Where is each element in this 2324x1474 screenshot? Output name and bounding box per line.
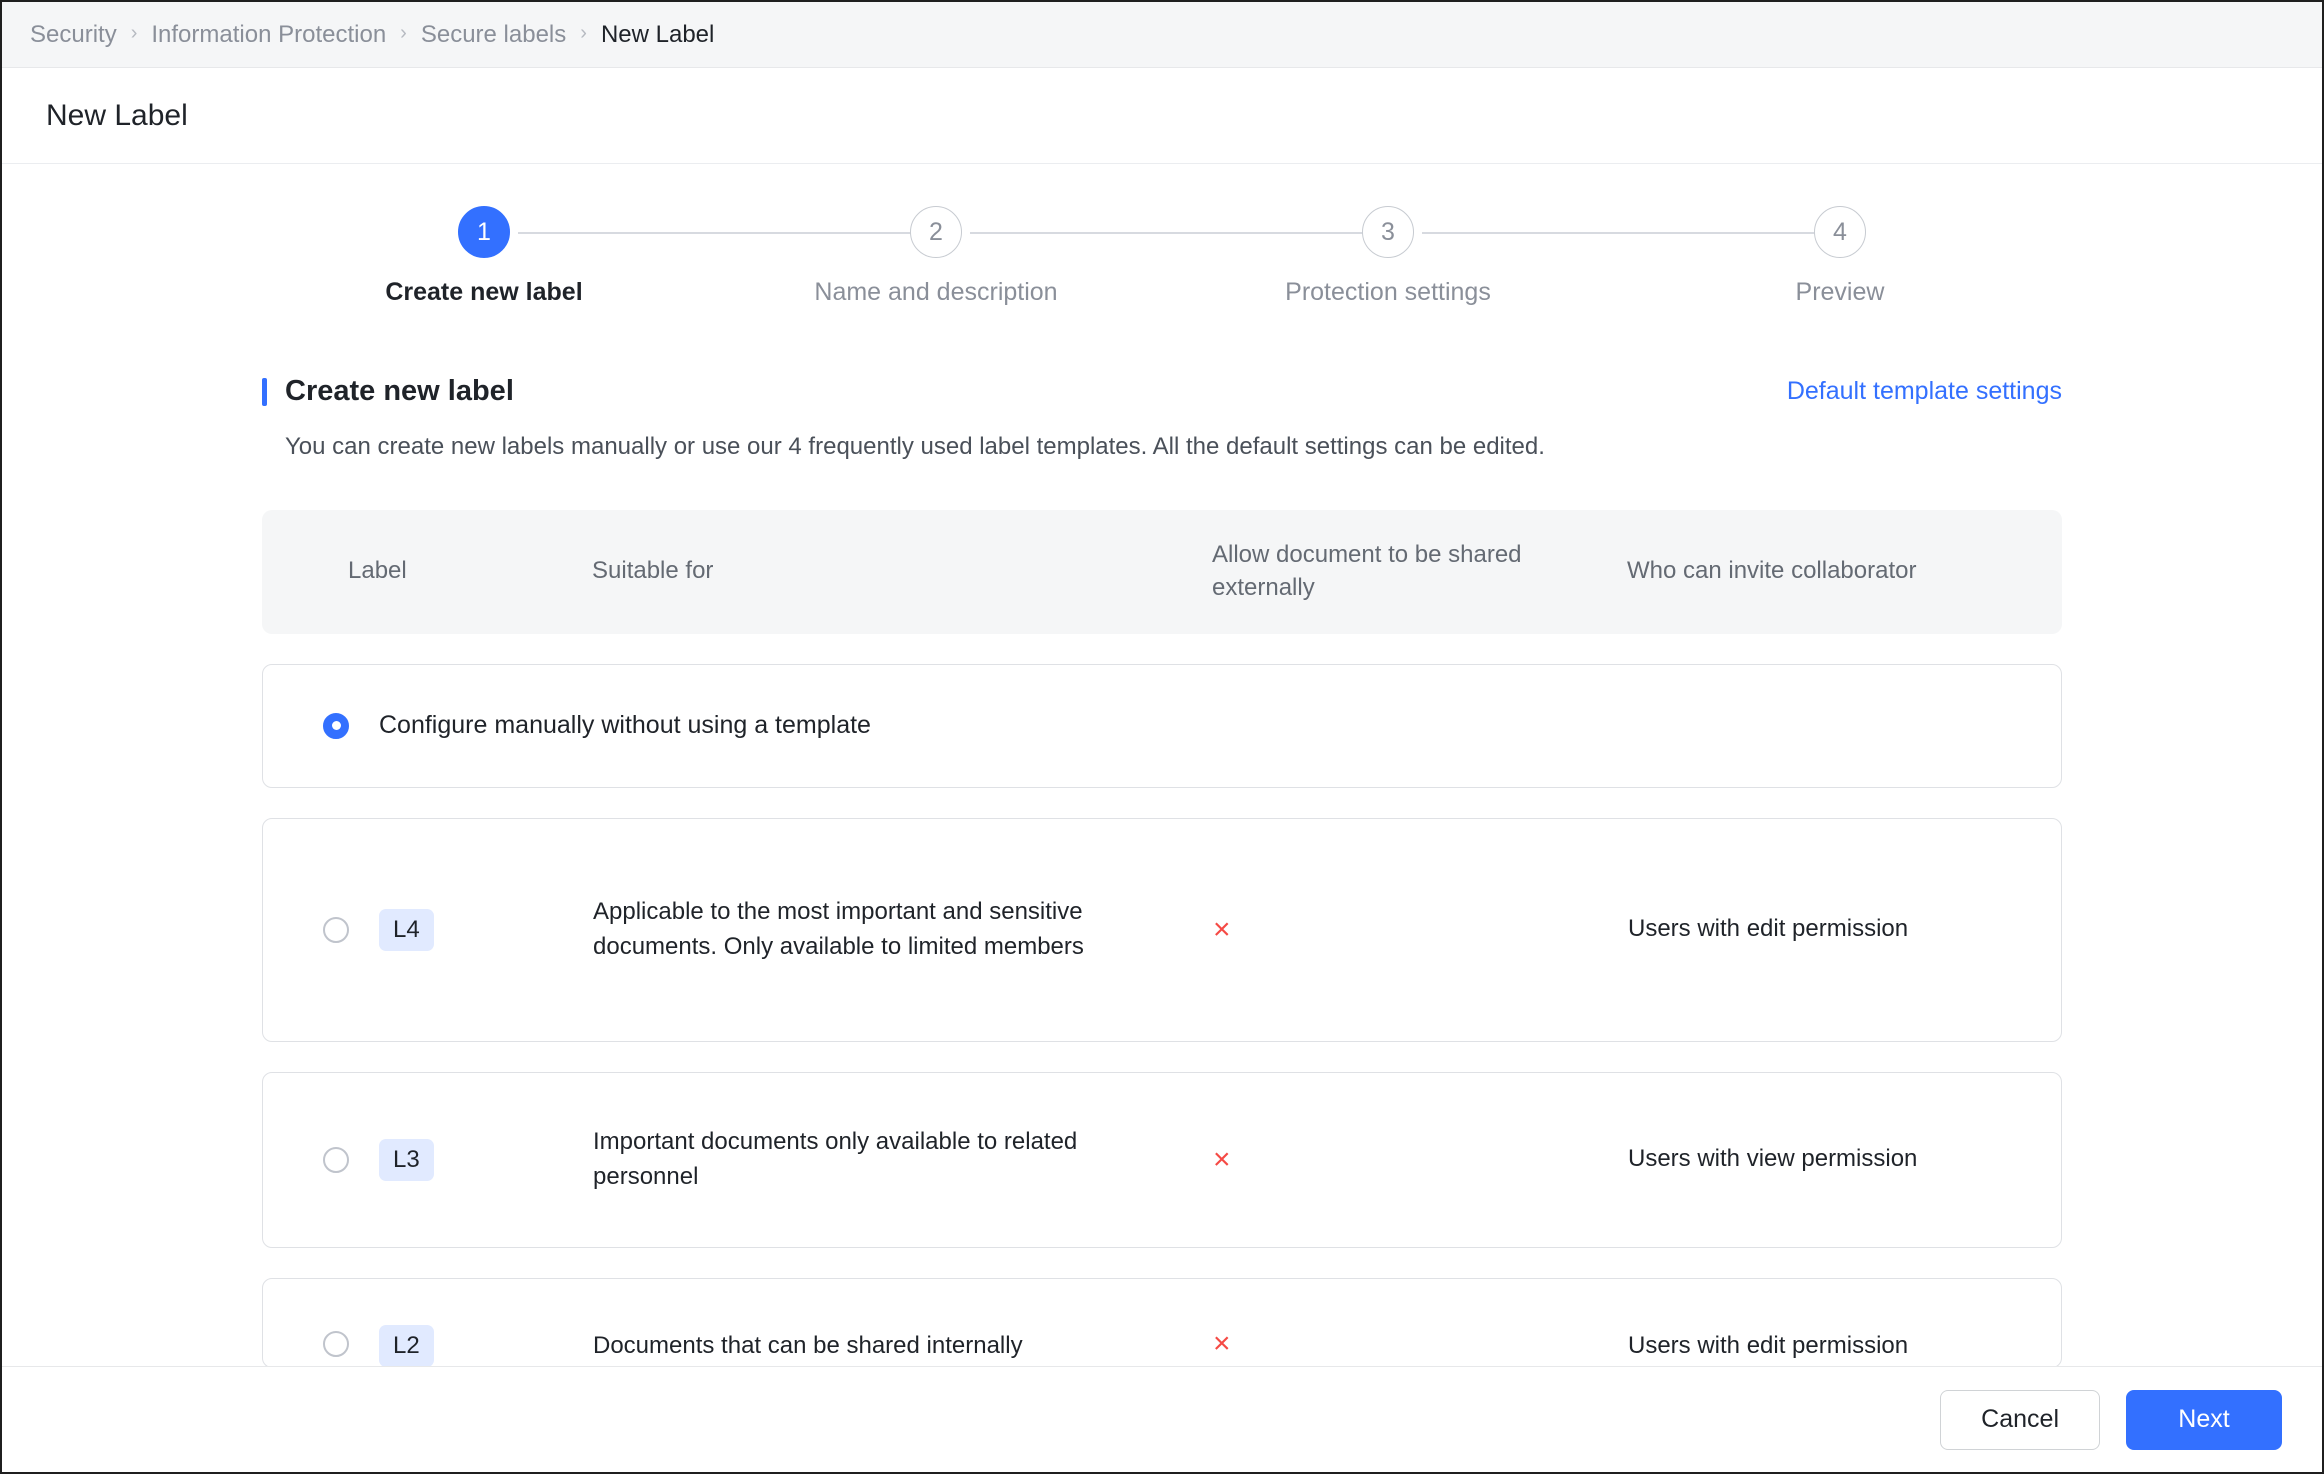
radio-cell (263, 713, 349, 739)
radio-template-l3[interactable] (323, 1147, 349, 1173)
step-preview[interactable] (1614, 206, 2066, 307)
label-chip-l3: L3 (379, 1139, 434, 1181)
option-configure-manually[interactable] (262, 664, 2062, 788)
external-sharing-cell-l4 (1213, 912, 1628, 946)
breadcrumb-item-information-protection[interactable]: Information Protection (151, 20, 387, 48)
breadcrumb-item-secure-labels[interactable]: Secure labels (420, 20, 567, 48)
label-cell (349, 909, 593, 951)
step-name-and-description[interactable] (710, 206, 1162, 307)
section-description: You can create new labels manually or use our 4 frequently used label templates. All the default settings can be edited. (285, 433, 1545, 460)
cross-icon: × (1213, 1142, 1231, 1176)
step-label-4: Preview (1795, 278, 1885, 306)
invite-permission-l2: Users with edit permission (1628, 1331, 1909, 1359)
step-number-3: 3 (1362, 206, 1414, 258)
option-manual-label: Configure manually without using a template (379, 711, 871, 740)
radio-cell (263, 1147, 349, 1173)
invite-permission-l4: Users with edit permission (1628, 915, 1909, 943)
option-template-l2[interactable] (262, 1278, 2062, 1366)
step-label-3: Protection settings (1285, 278, 1491, 306)
breadcrumb-item-security[interactable]: Security (30, 20, 117, 48)
radio-cell (263, 917, 349, 943)
column-header-allow-external-sharing: Allow document to be shared externally (1212, 541, 1522, 601)
step-number-1: 1 (458, 206, 510, 258)
suitable-for-l3: Important documents only available to related personnel (593, 1127, 1078, 1190)
invite-permission-l3: Users with view permission (1628, 1145, 1918, 1173)
step-protection-settings[interactable] (1162, 206, 1614, 307)
column-header-label: Label (348, 557, 407, 585)
section-header (262, 375, 2062, 408)
cross-icon: × (1213, 912, 1231, 946)
step-connector (518, 232, 938, 234)
step-connector (1422, 232, 1842, 234)
label-cell (349, 1139, 593, 1181)
column-header-suitable-for: Suitable for (592, 557, 714, 585)
step-number-2: 2 (910, 206, 962, 258)
column-header-who-can-invite: Who can invite collaborator (1627, 557, 1917, 585)
breadcrumb-separator-icon: › (400, 22, 407, 44)
cancel-button[interactable]: Cancel (1940, 1390, 2100, 1450)
breadcrumb-separator-icon: › (580, 22, 587, 44)
step-number-4: 4 (1814, 206, 1866, 258)
suitable-for-l2: Documents that can be shared internally (593, 1331, 1023, 1359)
radio-cell (263, 1279, 349, 1357)
step-label-2: Name and description (814, 278, 1058, 306)
section-title: Create new label (285, 375, 514, 407)
external-sharing-cell-l3 (1213, 1142, 1628, 1176)
breadcrumb-item-new-label: New Label (600, 20, 715, 48)
option-template-l3[interactable] (262, 1072, 2062, 1248)
template-table-header (262, 510, 2062, 634)
external-sharing-cell-l2 (1213, 1279, 1628, 1359)
label-chip-l4: L4 (379, 909, 434, 951)
cross-icon: × (1213, 1326, 1231, 1360)
radio-manual[interactable] (323, 713, 349, 739)
accent-bar (262, 378, 267, 406)
step-connector (970, 232, 1390, 234)
step-label-1: Create new label (385, 278, 583, 306)
default-template-settings-link[interactable]: Default template settings (1786, 377, 2062, 405)
page-title: New Label (46, 98, 188, 132)
suitable-for-l4: Applicable to the most important and sensitive documents. Only available to limited members (593, 897, 1084, 960)
footer-actions (2, 1366, 2322, 1472)
breadcrumb-separator-icon: › (130, 22, 138, 44)
next-button[interactable]: Next (2126, 1390, 2282, 1450)
wizard-stepper (2, 164, 2322, 307)
radio-template-l2[interactable] (323, 1331, 349, 1357)
page-title-bar (2, 68, 2322, 164)
create-new-label-section (262, 375, 2062, 1366)
label-chip-l2: L2 (379, 1325, 434, 1366)
label-cell (349, 1279, 593, 1366)
radio-template-l4[interactable] (323, 917, 349, 943)
breadcrumb (2, 2, 2322, 68)
option-template-l4[interactable] (262, 818, 2062, 1042)
main-content (2, 164, 2322, 1366)
step-create-new-label[interactable] (258, 206, 710, 307)
